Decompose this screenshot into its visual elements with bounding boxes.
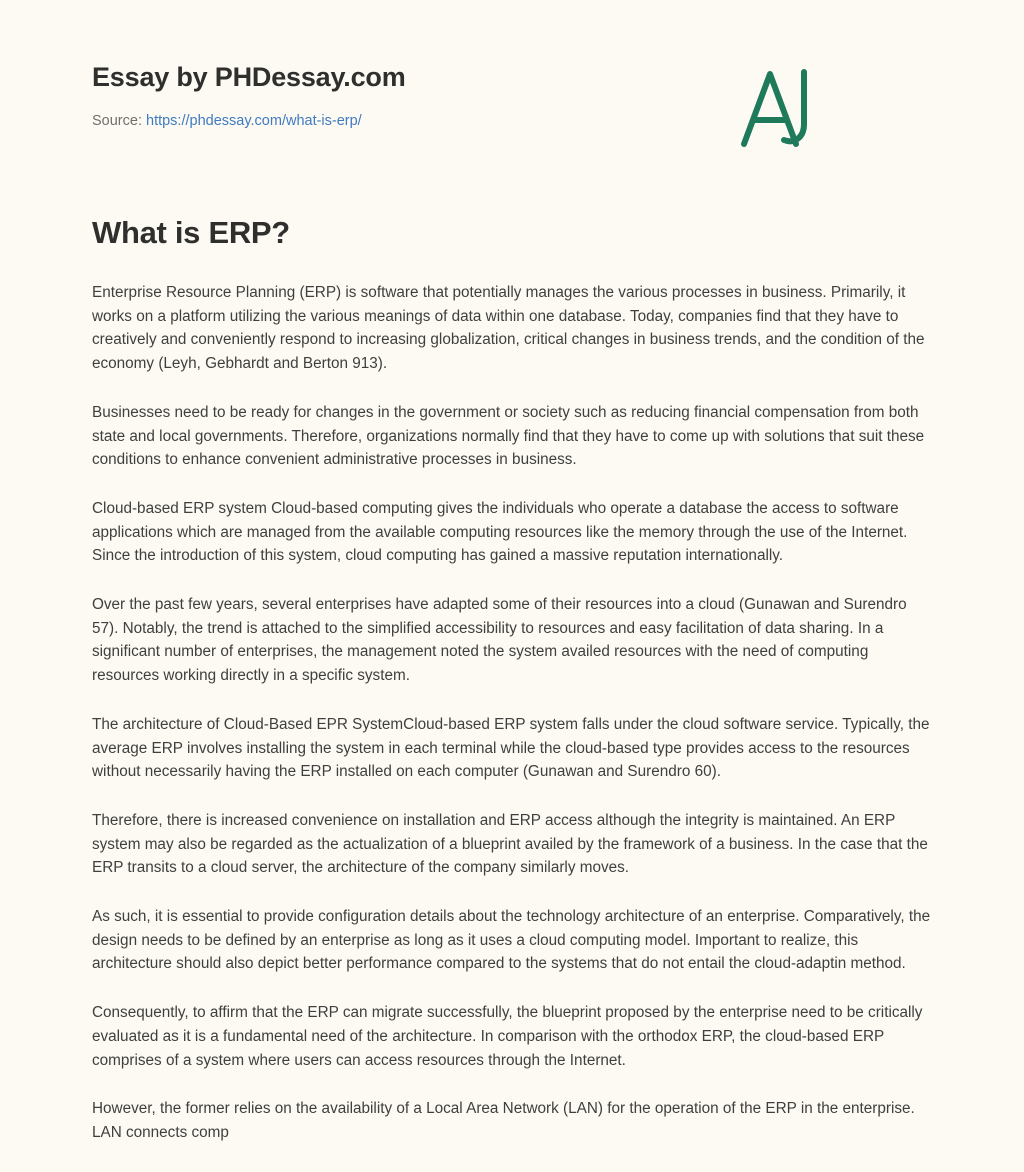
paragraph: Enterprise Resource Planning (ERP) is software that potentially manages the various processes in business. Primarily, it works on a platform utilizing the various meanings of data within one database. Today, companies find that they have to creatively and conveniently respond to increasing globalization, critical changes in business trends, and the condition of the economy (Leyh, Gebhardt and Berton 913). [92,284,925,373]
header-title-essay: Essay [92,62,170,92]
paragraph: Businesses need to be ready for changes in the government or society such as reducing financial compensation from both state and local governments. Therefore, organizations normally find that they have to come up with solutions that suit these conditions to enhance convenient administrative processes in business. [92,403,925,469]
paragraph: Over the past few years, several enterprises have adapted some of their resources into a cloud (Gunawan and Surendro 57). Notably, the trend is attached to the simplified accessibility to resources and easy facilitation of data sharing. In a significant number of enterprises, the management noted the system availed resources with the need of computing resources working directly in a specific system. [92,596,907,685]
paragraph: The architecture of Cloud-Based EPR SystemCloud-based ERP system falls under the cloud software service. Typically, the average ERP involves installing the system in each terminal while the cloud-based type provides access to the resources without necessarily having the ERP installed on each computer (Gunawan and Surendro 60). [92,715,930,781]
paragraph: However, the former relies on the availability of a Local Area Network (LAN) for the operation of the ERP in the enterprise. LAN connects comp [92,1100,915,1141]
header-title-by: by [169,62,215,92]
document-body [92,251,932,1145]
paragraph: Therefore, there is increased convenience on installation and ERP access although the integrity is maintained. An ERP system may also be regarded as the actualization of a blueprint availed by the framework of a business. In the case that the ERP transits to a cloud server, the architecture of the company similarly moves. [92,811,928,877]
source-label: Source: [92,113,146,129]
source-url-link[interactable]: https://phdessay.com/what-is-erp/ [146,113,362,129]
paragraph: As such, it is essential to provide configuration details about the technology architecture of an enterprise. Comparatively, the design needs to be defined by an enterprise as long as it uses a cloud computing model. Important to realize, this architecture should also depict better performance compared to the systems that do not entail the cloud-adaptin method. [92,908,931,973]
header-title-site: PHDessay.com [214,62,406,92]
phdessay-logo-icon [726,58,836,154]
paragraph: Consequently, to affirm that the ERP can migrate successfully, the blueprint proposed by the enterprise need to be critically evaluated as it is a fundamental need of the architecture. In comparison with the orthodox ERP, the cloud-based ERP comprises of a system where users can access resources through the Internet. [92,1004,923,1069]
paragraph: Cloud-based ERP system Cloud-based computing gives the individuals who operate a database the access to software applications which are managed from the available computing resources like the memory through the use of the Internet. Since the introduction of this system, cloud computing has gained a massive reputation internationally. [92,499,908,565]
page-title: What is ERP? [92,215,290,250]
document-header [92,0,932,129]
